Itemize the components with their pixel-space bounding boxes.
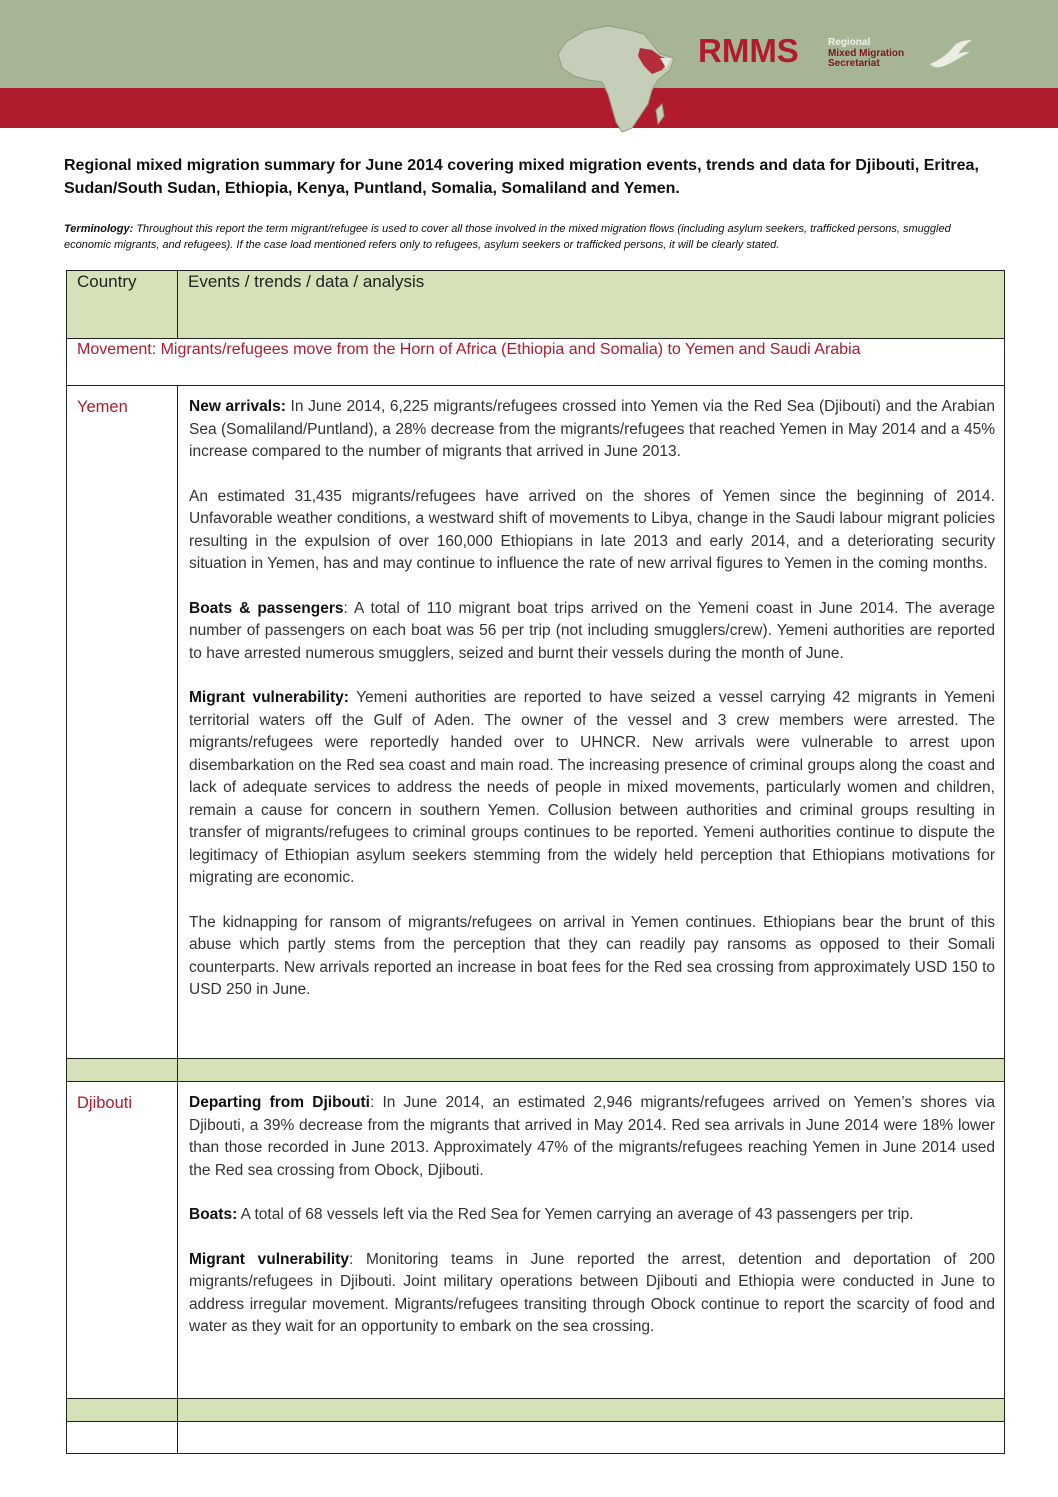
summary-table (66, 270, 1005, 1454)
paragraph-text: Yemeni authorities are reported to have seized a vessel carrying 42 migrants in Yemeni territorial waters off the Gulf of Aden. The owner of the vessel and 3 crew members were arrested. The migrants/refugees were reportedly handed over to UHNCR. New arrivals were vulnerable to arrest upon disembarkation on the Red sea coast and main road. The increasing presence of criminal groups along the coast and lack of adequate services to address the needs of people in mixed movements, particularly women and children, remain a cause for concern in southern Yemen. Collusion between authorities and criminal groups resulting in transfer of migrants/refugees to criminal groups continues to be reported. Yemeni authorities continue to dispute the legitimacy of Ethiopian asylum seekers stemming from the widely held perception that Ethiopians motivations for migrating are economic. (189, 689, 995, 886)
logo-line-regional: Regional (828, 37, 871, 48)
empty-row (67, 1422, 1005, 1454)
table-row (67, 1082, 1005, 1399)
country-djibouti: Djibouti (67, 1082, 178, 1399)
paragraph-text: : Monitoring teams in June reported the arrest, detention and deportation of 200 migrants/refugees in Djibouti. Joint military operations between Djibouti and Ethiopia were conducted in June to address irregular movement. Migrants/refugees transiting through Obock continue to report the scarcity of food and water as they wait for an opportunity to embark on the sea crossing. (189, 1250, 995, 1335)
separator-row (67, 1399, 1005, 1422)
rmms-logo-text: RMMS (698, 32, 799, 69)
djibouti-departing (189, 1092, 995, 1182)
terminology-text: Throughout this report the term migrant/refugee is used to cover all those involved in the mixed migration flows (including asylum seekers, trafficked persons, smuggled economic migrants, and refugees). If the case load mentioned refers only to refugees, asylum seekers or trafficked persons, it will be clearly stated. (64, 223, 951, 251)
paragraph-text: An estimated 31,435 migrants/refugees have arrived on the shores of Yemen since the beginning of 2014. Unfavorable weather conditions, a westward shift of movements to Libya, change in the Saudi labour migrant policies resulting in the expulsion of over 160,000 Ethiopians in late 2013 and early 2014, and a deteriorating security situation in Yemen, has and may continue to influence the rate of new arrival figures to Yemen in the coming months. (189, 487, 995, 572)
table-header-row (67, 271, 1005, 339)
paragraph-label: New arrivals: (189, 398, 286, 415)
country-yemen: Yemen (67, 386, 178, 1059)
logo-line-mixed-migration: Mixed Migration (828, 47, 905, 59)
events-column-header: Events / trends / data / analysis (188, 272, 425, 291)
djibouti-boats (189, 1204, 995, 1227)
paragraph-text: : A total of 110 migrant boat trips arrived on the Yemeni coast in June 2014. The average number of passengers on each boat was 56 per trip (not including smugglers/crew). Yemeni authorities are reported to have arrested numerous smugglers, seized and burnt their vessels during the month of June. (189, 599, 995, 662)
bird-logo-icon (928, 38, 974, 70)
paragraph-text: In June 2014, 6,225 migrants/refugees crossed into Yemen via the Red Sea (Djibouti) and the Arabian Sea (Somaliland/Puntland), a 28% decrease from the migrants/refugees that reached Yemen in May 2014 and a 45% increase compared to the number of migrants that arrived in June 2013. (189, 398, 995, 460)
africa-map-icon (548, 24, 688, 136)
yemen-content (178, 386, 1005, 1059)
paragraph-text: : In June 2014, an estimated 2,946 migrants/refugees arrived on Yemen’s shores via Djibouti, a 39% decrease from the migrants that arrived in May 2014. Red sea arrivals in June 2014 were 18% lower than those recorded in June 2013. Approximately 47% of the migrants/refugees reaching Yemen in June 2014 used the Red sea crossing from Obock, Djibouti. (189, 1094, 995, 1179)
yemen-new-arrivals (189, 396, 995, 464)
rmms-logo-subtitle (828, 38, 904, 70)
paragraph-text: A total of 68 vessels left via the Red Sea for Yemen carrying an average of 43 passengers per trip. (237, 1206, 914, 1223)
yemen-migrant-vulnerability (189, 687, 995, 890)
yemen-boats-passengers (189, 598, 995, 666)
paragraph-label: Migrant vulnerability (189, 1250, 349, 1268)
paragraph-text: The kidnapping for ransom of migrants/refugees on arrival in Yemen continues. Ethiopians bear the brunt of this abuse which partly stems from the perception that they can readily pay ransoms as opposed to their Somali counterparts. New arrivals reported an increase in boat fees for the Red sea crossing from approximately USD 150 to USD 250 in June. (189, 913, 995, 998)
terminology-label: Terminology: (64, 223, 134, 235)
terminology-note (64, 221, 1000, 253)
movement-title: Movement: Migrants/refugees move from the Horn of Africa (Ethiopia and Somalia) to Yemen and Saudi Arabia (77, 341, 861, 358)
table-row (67, 386, 1005, 1059)
paragraph-label: Migrant vulnerability: (189, 689, 349, 706)
yemen-estimate (189, 486, 995, 576)
logo-line-secretariat: Secretariat (828, 58, 880, 69)
paragraph-label: Departing from Djibouti (189, 1094, 370, 1111)
header-red-stripe (0, 88, 1058, 128)
movement-row (67, 339, 1005, 386)
separator-row (67, 1059, 1005, 1082)
djibouti-migrant-vulnerability (189, 1249, 995, 1339)
paragraph-label: Boats & passengers (189, 599, 344, 617)
djibouti-content (178, 1082, 1005, 1399)
heading-line-2: Sudan/South Sudan, Ethiopia, Kenya, Puntland, Somalia, Somaliland and Yemen. (64, 180, 680, 197)
yemen-kidnapping (189, 912, 995, 1002)
heading-line-1: Regional mixed migration summary for June 2014 covering mixed migration events, trends and data for Djibouti, Eritrea, (64, 157, 979, 174)
report-heading (64, 154, 1004, 200)
country-column-header: Country (77, 272, 137, 291)
paragraph-label: Boats: (189, 1206, 238, 1223)
